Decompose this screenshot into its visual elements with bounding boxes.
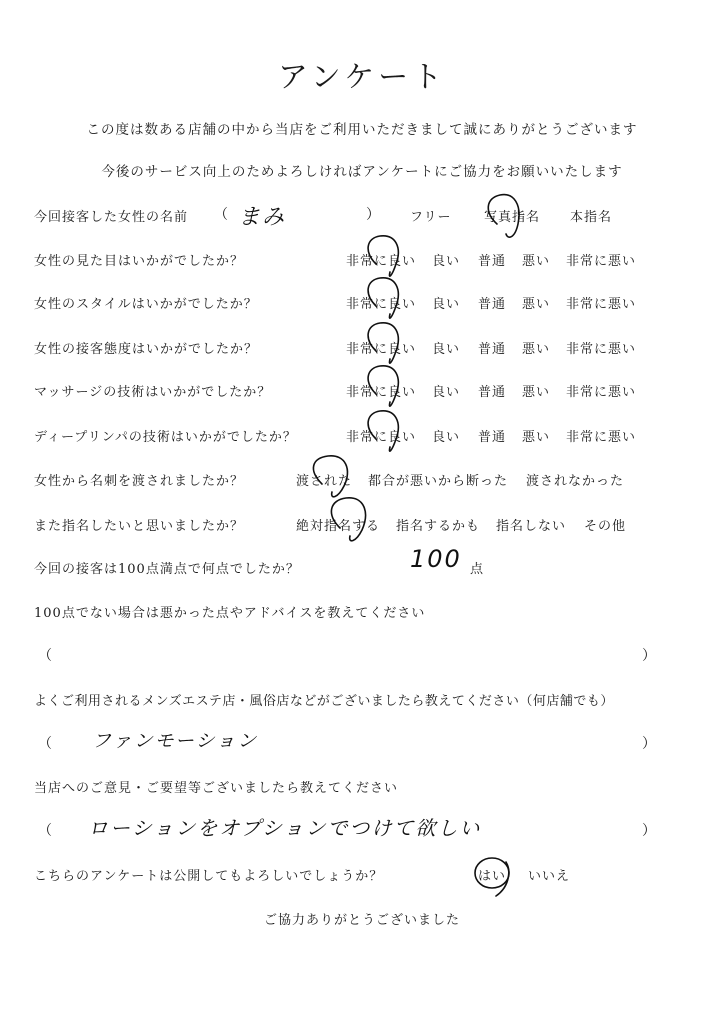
opinion-question-label: 当店へのご意見・ご要望等ございましたら教えてください [34, 781, 399, 796]
option-average[interactable]: 普通 [478, 342, 507, 357]
option-photo-nomination[interactable]: 写真指名 [484, 210, 541, 225]
option-good[interactable]: 良い [432, 430, 461, 445]
option-very-bad[interactable]: 非常に悪い [566, 297, 637, 312]
survey-title: アンケート [277, 60, 447, 95]
option-good[interactable]: 良い [432, 385, 461, 400]
name-open-paren: （ [214, 207, 228, 223]
option-very-bad[interactable]: 非常に悪い [566, 254, 637, 269]
publish-question-label: こちらのアンケートは公開してもよろしいでしょうか？ [34, 869, 384, 884]
intro-line-1: この度は数ある店舗の中から当店をご利用いただきまして誠にありがとうございます [86, 122, 638, 138]
option-very-bad[interactable]: 非常に悪い [566, 385, 637, 400]
other-shops-close-paren: ） [642, 736, 656, 752]
rating-question-label: 女性のスタイルはいかがでしたか？ [34, 297, 258, 312]
name-close-paren: ） [366, 207, 380, 223]
option-very-good[interactable]: 非常に良い [346, 297, 417, 312]
other-shops-open-paren: （ [38, 736, 52, 752]
option-other[interactable]: その他 [584, 519, 627, 534]
card-question-label: 女性から名刺を渡されましたか？ [34, 474, 245, 489]
option-average[interactable]: 普通 [478, 297, 507, 312]
option-very-bad[interactable]: 非常に悪い [566, 342, 637, 357]
option-average[interactable]: 普通 [478, 385, 507, 400]
name-answer-handwritten[interactable]: まみ [238, 205, 287, 230]
option-good[interactable]: 良い [432, 297, 461, 312]
option-definitely[interactable]: 絶対指名する [296, 519, 381, 534]
advice-close-paren: ） [642, 648, 656, 664]
other-shops-answer-handwritten[interactable]: ファンモーション [92, 730, 259, 752]
option-received[interactable]: 渡された [296, 474, 353, 489]
renominate-question-label: また指名したいと思いましたか？ [34, 519, 245, 534]
opinion-close-paren: ） [642, 823, 656, 839]
option-main-nomination[interactable]: 本指名 [570, 210, 613, 225]
advice-open-paren: （ [38, 648, 52, 664]
option-very-good[interactable]: 非常に良い [346, 385, 417, 400]
option-declined[interactable]: 都合が悪いから断った [368, 474, 509, 489]
option-bad[interactable]: 悪い [522, 430, 551, 445]
option-bad[interactable]: 悪い [522, 297, 551, 312]
score-question-label: 今回の接客は100点満点で何点でしたか？ [34, 562, 300, 577]
other-shops-question-label: よくご利用されるメンズエステ店・風俗店などがございましたら教えてください（何店舗でも） [34, 694, 614, 709]
option-bad[interactable]: 悪い [522, 342, 551, 357]
score-unit: 点 [470, 562, 485, 577]
closing-message: ご協力ありがとうございました [263, 913, 460, 928]
option-very-bad[interactable]: 非常に悪い [566, 430, 637, 445]
rating-question-label: 女性の見た目はいかがでしたか？ [34, 254, 245, 269]
option-free[interactable]: フリー [410, 210, 452, 225]
intro-line-2: 今後のサービス向上のためよろしければアンケートにご協力をお願いいたします [101, 164, 623, 180]
score-answer-handwritten[interactable]: 100 [410, 545, 462, 573]
rating-question-label: 女性の接客態度はいかがでしたか？ [34, 342, 259, 357]
option-maybe[interactable]: 指名するかも [396, 519, 481, 534]
option-average[interactable]: 普通 [478, 430, 507, 445]
advice-question-label: 100点でない場合は悪かった点やアドバイスを教えてください [34, 606, 426, 621]
option-bad[interactable]: 悪い [522, 254, 551, 269]
option-very-good[interactable]: 非常に良い [346, 342, 417, 357]
option-bad[interactable]: 悪い [522, 385, 551, 400]
option-good[interactable]: 良い [432, 254, 461, 269]
opinion-open-paren: （ [38, 823, 52, 839]
option-yes[interactable]: はい [478, 869, 507, 884]
option-very-good[interactable]: 非常に良い [346, 430, 417, 445]
option-no-publish[interactable]: いいえ [528, 869, 571, 884]
rating-question-label: ディープリンパの技術はいかがでしたか？ [34, 430, 297, 445]
name-question-label: 今回接客した女性の名前 [34, 210, 189, 225]
option-average[interactable]: 普通 [478, 254, 507, 269]
rating-question-label: マッサージの技術はいかがでしたか？ [34, 385, 272, 400]
option-no[interactable]: 指名しない [496, 519, 567, 534]
option-not-received[interactable]: 渡されなかった [526, 474, 625, 489]
option-very-good[interactable]: 非常に良い [346, 254, 417, 269]
option-good[interactable]: 良い [432, 342, 461, 357]
opinion-answer-handwritten[interactable]: ローションをオプションでつけて欲しい [88, 816, 482, 840]
